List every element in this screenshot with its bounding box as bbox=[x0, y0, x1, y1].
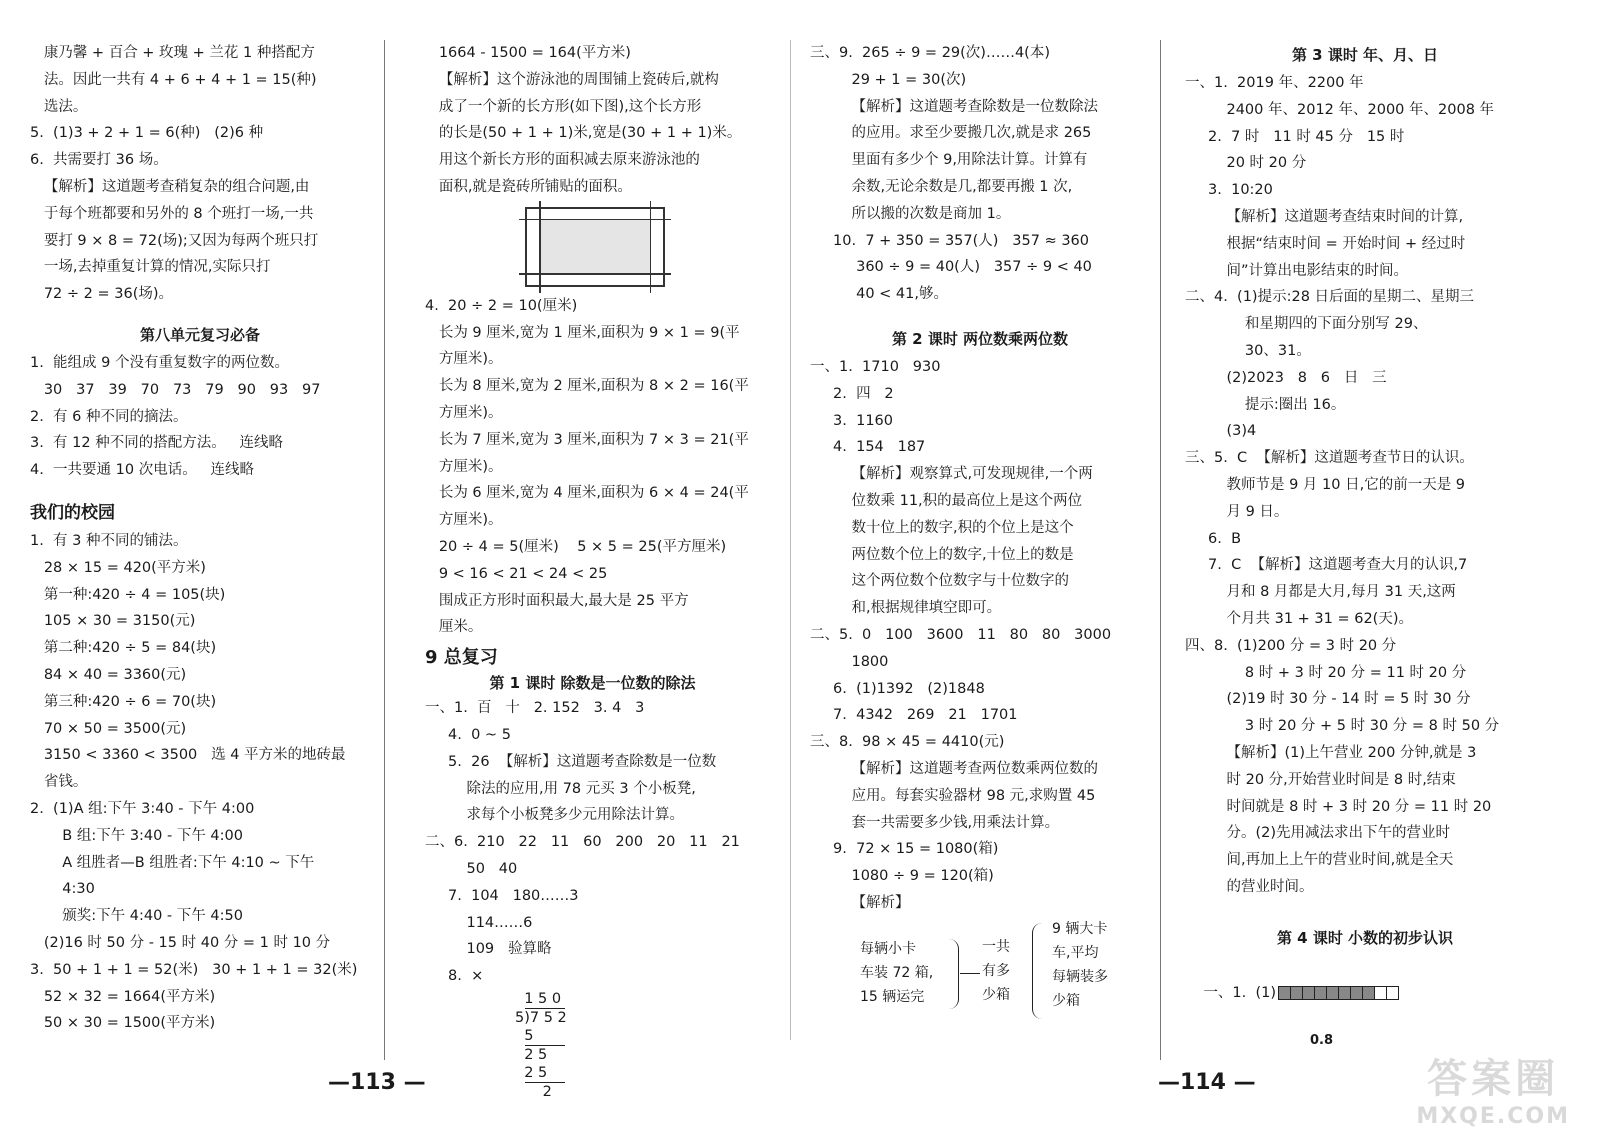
text-line: (3)4 bbox=[1185, 423, 1257, 440]
text-line: 于每个班都要和另外的 8 个班打一场,一共 bbox=[30, 205, 314, 222]
text-line: 和星期四的下面分别写 29、 bbox=[1185, 316, 1428, 333]
text-line: 长为 8 厘米,宽为 2 厘米,面积为 8 × 2 = 16(平 bbox=[425, 378, 749, 395]
decimal-strip bbox=[1278, 986, 1398, 1000]
text-line: 9 < 16 < 21 < 24 < 25 bbox=[425, 565, 608, 582]
text-line: 1080 ÷ 9 = 120(箱) bbox=[810, 868, 994, 885]
division-row: 2 5 bbox=[515, 1064, 548, 1081]
text-line: 长为 9 厘米,宽为 1 厘米,面积为 9 × 1 = 9(平 bbox=[425, 324, 740, 341]
text-line: 【解析】这道题考查除数是一位数除法 bbox=[810, 98, 1098, 115]
text-line: 30、31。 bbox=[1185, 342, 1311, 359]
text-line: 105 × 30 = 3150(元) bbox=[30, 613, 196, 630]
text-line: 20 时 20 分 bbox=[1185, 155, 1307, 172]
col3-block-a bbox=[810, 40, 1150, 308]
text-line: 方厘米)。 bbox=[425, 404, 503, 421]
pool-diagram bbox=[525, 207, 665, 287]
text-line: 2. 四 2 bbox=[810, 385, 894, 402]
text-line: 月 9 日。 bbox=[1185, 503, 1289, 520]
text-line: 余数,无论余数是几,都要再搬 1 次, bbox=[810, 178, 1073, 195]
text-line: 【解析】这道题考查稍复杂的组合问题,由 bbox=[30, 178, 310, 195]
text-line: 1800 bbox=[810, 653, 889, 670]
text-line: 2. 有 6 种不同的摘法。 bbox=[30, 408, 188, 425]
diagram-left: 每辆小卡 车装 72 箱, 15 辆运完 bbox=[860, 940, 934, 1005]
col2-block-a bbox=[425, 40, 760, 201]
division-row: 2 5 bbox=[515, 1046, 548, 1063]
text-line: 72 ÷ 2 = 36(场)。 bbox=[30, 286, 174, 303]
text-line: (2)2023 8 6 日 三 bbox=[1185, 369, 1387, 386]
section-heading: 第八单元复习必备 bbox=[139, 325, 260, 344]
column-divider bbox=[1160, 40, 1161, 1060]
text-line: 29 + 1 = 30(次) bbox=[810, 71, 967, 88]
col1-block-a bbox=[30, 40, 370, 308]
text-line: 8 时 + 3 时 20 分 = 11 时 20 分 bbox=[1185, 664, 1467, 681]
text-line: 一、1. 2019 年、2200 年 bbox=[1185, 75, 1364, 91]
text-line: 省钱。 bbox=[30, 774, 88, 791]
text-line: 一、1. 1710 930 bbox=[810, 358, 941, 375]
text-line: 月和 8 月都是大月,每月 31 天,这两 bbox=[1185, 584, 1456, 601]
text-line: 求每个小板凳多少元用除法计算。 bbox=[425, 807, 684, 824]
text-line: 8. × bbox=[425, 968, 484, 985]
text-line: 三、8. 98 × 45 = 4410(元) bbox=[810, 734, 1005, 751]
text-line: 方厘米)。 bbox=[425, 512, 503, 529]
text-line: 114……6 bbox=[425, 914, 533, 931]
text-line: 三、5. C 【解析】这道题考查节日的认识。 bbox=[1185, 450, 1474, 467]
analysis-diagram bbox=[810, 917, 1150, 1027]
text-line: 里面有多少个 9,用除法计算。计算有 bbox=[810, 152, 1088, 169]
text-line: 围成正方形时面积最大,最大是 25 平方 bbox=[425, 592, 689, 609]
text-line: 长为 7 厘米,宽为 3 厘米,面积为 7 × 3 = 21(平 bbox=[425, 431, 749, 448]
text-line: 第一种:420 ÷ 4 = 105(块) bbox=[30, 586, 226, 603]
text-line: 和,根据规律填空即可。 bbox=[810, 600, 1002, 617]
column-1 bbox=[30, 40, 370, 1037]
text-line: 2. (1)A 组:下午 3:40 - 下午 4:00 bbox=[30, 800, 255, 817]
text-line: 这个两位数个位数字与十位数字的 bbox=[810, 573, 1069, 590]
text-line: 3 时 20 分 + 5 时 30 分 = 8 时 50 分 bbox=[1185, 718, 1500, 735]
text-line: 109 验算略 bbox=[425, 941, 552, 958]
column-2 bbox=[425, 40, 760, 1101]
arrow bbox=[960, 973, 980, 975]
text-line: 1. 有 3 种不同的铺法。 bbox=[30, 532, 188, 549]
division-row: 1 5 0 bbox=[515, 990, 562, 1007]
page-number-right: —114 — bbox=[1158, 1070, 1256, 1095]
text-line: 个月共 31 + 31 = 62(天)。 bbox=[1185, 610, 1413, 627]
text-line: 一场,去掉重复计算的情况,实际只打 bbox=[30, 259, 271, 276]
long-division bbox=[515, 990, 575, 1101]
text-line: 位数乘 11,积的最高位上是这个两位 bbox=[810, 492, 1083, 509]
text-line: 四、8. (1)200 分 = 3 时 20 分 bbox=[1185, 637, 1397, 654]
text-line: 两位数个位上的数字,十位上的数是 bbox=[810, 546, 1074, 563]
text-line: 7. 4342 269 21 1701 bbox=[810, 707, 1018, 724]
text-line: 套一共需要多少钱,用乘法计算。 bbox=[810, 814, 1060, 831]
text-line: 52 × 32 = 1664(平方米) bbox=[30, 988, 216, 1005]
lesson-heading: 第 2 课时 两位数乘两位数 bbox=[891, 329, 1069, 348]
text-line: 数十位上的数字,积的个位上是这个 bbox=[810, 519, 1074, 536]
text-line: 28 × 15 = 420(平方米) bbox=[30, 559, 206, 576]
text-line: 三、9. 265 ÷ 9 = 29(次)……4(本) bbox=[810, 45, 1050, 61]
text-line: 一、1. 百 十 2. 152 3. 4 3 bbox=[425, 700, 645, 717]
text-line: 5. (1)3 + 2 + 1 = 6(种) (2)6 种 bbox=[30, 125, 264, 142]
text-line: 除法的应用,用 78 元买 3 个小板凳, bbox=[425, 780, 696, 797]
text-line: 9. 72 × 15 = 1080(箱) bbox=[810, 841, 999, 858]
text-line: 3. 1160 bbox=[810, 412, 893, 429]
text-line: 应用。每套实验器材 98 元,求购置 45 bbox=[810, 787, 1096, 804]
text-line: 3150 < 3360 < 3500 选 4 平方米的地砖最 bbox=[30, 747, 346, 764]
text-line: 5. 26 【解析】这道题考查除数是一位数 bbox=[425, 753, 717, 770]
text-line: 360 ÷ 9 = 40(人) 357 ÷ 9 < 40 bbox=[810, 259, 1092, 276]
lesson-heading: 第 3 课时 年、月、日 bbox=[1291, 46, 1439, 64]
text-line: 厘米。 bbox=[425, 619, 483, 636]
diagram-middle: 一共 有多 少箱 bbox=[982, 938, 1010, 1003]
text-line: 要打 9 × 8 = 72(场);又因为每两个班只打 bbox=[30, 232, 319, 249]
chapter-heading: 9 总复习 bbox=[425, 647, 498, 669]
text-line: A 组胜者—B 组胜者:下午 4:10 ~ 下午 bbox=[30, 854, 315, 871]
text-line: 1. 能组成 9 个没有重复数字的两位数。 bbox=[30, 354, 289, 371]
text-line: 第二种:420 ÷ 5 = 84(块) bbox=[30, 640, 217, 657]
text-line: 3. 50 + 1 + 1 = 52(米) 30 + 1 + 1 = 32(米) bbox=[30, 961, 358, 978]
text-line: 方厘米)。 bbox=[425, 458, 503, 475]
text-line: 的长是(50 + 1 + 1)米,宽是(30 + 1 + 1)米。 bbox=[425, 125, 742, 142]
text-line: 70 × 50 = 3500(元) bbox=[30, 720, 187, 737]
text-line: 二、6. 210 22 11 60 200 20 11 21 bbox=[425, 834, 740, 851]
page-divider bbox=[790, 40, 791, 1040]
text-line: 1664 - 1500 = 164(平方米) bbox=[425, 45, 631, 61]
text-line: 4. 一共要通 10 次电话。 连线略 bbox=[30, 462, 255, 479]
diagram-right: 9 辆大卡 车,平均 每辆装多 少箱 bbox=[1052, 920, 1108, 1009]
text-line: 3. 10:20 bbox=[1185, 182, 1273, 199]
col2-block-b bbox=[425, 293, 760, 641]
col4-block-a bbox=[1185, 70, 1545, 901]
text-line: 6. 共需要打 36 场。 bbox=[30, 152, 168, 169]
text-line: 4:30 bbox=[30, 881, 95, 898]
text-line: B 组:下午 3:40 - 下午 4:00 bbox=[30, 827, 243, 844]
text-line: 6. B bbox=[1185, 530, 1242, 547]
text-line: 40 < 41,够。 bbox=[810, 286, 948, 303]
text-line: 4. 0 ~ 5 bbox=[425, 726, 511, 743]
text-line: 50 × 30 = 1500(平方米) bbox=[30, 1015, 216, 1032]
text-line: 法。因此一共有 4 + 6 + 4 + 1 = 15(种) bbox=[30, 71, 317, 88]
text-line: 第三种:420 ÷ 6 = 70(块) bbox=[30, 693, 217, 710]
page-number-left: —113 — bbox=[328, 1070, 426, 1095]
col2-block-c bbox=[425, 695, 760, 990]
text-line: 长为 6 厘米,宽为 4 厘米,面积为 6 × 4 = 24(平 bbox=[425, 485, 749, 502]
column-divider bbox=[384, 40, 385, 1060]
text-line: 的营业时间。 bbox=[1185, 878, 1314, 895]
text-line: 4. 154 187 bbox=[810, 439, 926, 456]
text-line: 2. 7 时 11 时 45 分 15 时 bbox=[1185, 128, 1405, 145]
lesson-heading: 第 4 课时 小数的初步认识 bbox=[1276, 928, 1454, 947]
text-line: (2)19 时 30 分 - 14 时 = 5 时 30 分 bbox=[1185, 691, 1471, 708]
text-line: 【解析】 bbox=[810, 894, 910, 911]
text-line: 4. 20 ÷ 2 = 10(厘米) bbox=[425, 297, 578, 314]
watermark-logo bbox=[1416, 1047, 1570, 1129]
text-line: 成了一个新的长方形(如下图),这个长方形 bbox=[425, 98, 702, 115]
text-line: 【解析】这道题考查结束时间的计算, bbox=[1185, 208, 1464, 225]
text-line: 提示:圈出 16。 bbox=[1185, 396, 1346, 413]
col1-block-b bbox=[30, 350, 370, 484]
text-line: 康乃馨 + 百合 + 玫瑰 + 兰花 1 种搭配方 bbox=[30, 45, 315, 61]
brace bbox=[948, 939, 959, 1009]
text-line: 方厘米)。 bbox=[425, 351, 503, 368]
text-line: 二、4. (1)提示:28 日后面的星期二、星期三 bbox=[1185, 289, 1475, 306]
text-line: 【解析】这道题考查两位数乘两位数的 bbox=[810, 760, 1098, 777]
text-line: (2)16 时 50 分 - 15 时 40 分 = 1 时 10 分 bbox=[30, 934, 331, 951]
text-line: 7. 104 180……3 bbox=[425, 887, 579, 904]
text-line: 【解析】这个游泳池的周围铺上瓷砖后,就构 bbox=[425, 71, 719, 88]
text-line: 的应用。求至少要搬几次,就是求 265 bbox=[810, 125, 1092, 142]
lesson-heading: 第 1 课时 除数是一位数的除法 bbox=[489, 674, 696, 693]
text-line: 分。(2)先用减法求出下午的营业时 bbox=[1185, 825, 1451, 842]
section-heading: 我们的校园 bbox=[30, 502, 115, 523]
text-line: 根据“结束时间 = 开始时间 + 经过时 bbox=[1185, 235, 1466, 252]
column-3 bbox=[810, 40, 1150, 1027]
decimal-cell bbox=[1386, 986, 1399, 1000]
text-line: 间,再加上上午的营业时间,就是全天 bbox=[1185, 852, 1454, 869]
text-line: 84 × 40 = 3360(元) bbox=[30, 666, 187, 683]
text-line: 间”计算出电影结束的时间。 bbox=[1185, 262, 1408, 279]
text-line: 30 37 39 70 73 79 90 93 97 bbox=[30, 381, 321, 398]
text-line: 10. 7 + 350 = 357(人) 357 ≈ 360 bbox=[810, 232, 1089, 249]
col3-block-b bbox=[810, 354, 1150, 917]
division-row: 5)7 5 2 bbox=[515, 1009, 567, 1026]
brace bbox=[1032, 923, 1043, 1019]
watermark-text: 答案圈 bbox=[1427, 1056, 1560, 1102]
text-line: 7. C 【解析】这道题考查大月的认识,7 bbox=[1185, 557, 1468, 574]
text-line: 所以搬的次数是商加 1。 bbox=[810, 205, 1011, 222]
watermark-url: MXQE.COM bbox=[1416, 1104, 1570, 1129]
text-line: 颁奖:下午 4:40 - 下午 4:50 bbox=[30, 908, 243, 925]
text-line: 用这个新长方形的面积减去原来游泳池的 bbox=[425, 152, 700, 169]
decimal-label: 0.8 bbox=[1310, 1033, 1334, 1049]
text-line: 面积,就是瓷砖所铺贴的面积。 bbox=[425, 178, 632, 195]
col1-block-c bbox=[30, 528, 370, 1037]
text-line: 二、5. 0 100 3600 11 80 80 3000 bbox=[810, 626, 1112, 643]
decimal-question bbox=[1185, 953, 1545, 1033]
question-number: 一、1. (1) bbox=[1203, 984, 1277, 1001]
text-line: 6. (1)1392 (2)1848 bbox=[810, 680, 985, 697]
text-line: 【解析】观察算式,可发现规律,一个两 bbox=[810, 466, 1093, 483]
text-line: 时间就是 8 时 + 3 时 20 分 = 11 时 20 bbox=[1185, 798, 1492, 815]
text-line: 50 40 bbox=[425, 860, 518, 877]
division-row: 5 bbox=[515, 1027, 534, 1044]
text-line: 选法。 bbox=[30, 98, 88, 115]
text-line: 时 20 分,开始营业时间是 8 时,结束 bbox=[1185, 771, 1456, 788]
text-line: 【解析】(1)上午营业 200 分钟,就是 3 bbox=[1185, 744, 1477, 761]
text-line: 2400 年、2012 年、2000 年、2008 年 bbox=[1185, 101, 1495, 118]
column-4 bbox=[1185, 40, 1545, 1049]
text-line: 教师节是 9 月 10 日,它的前一天是 9 bbox=[1185, 476, 1466, 493]
text-line: 3. 有 12 种不同的搭配方法。 连线略 bbox=[30, 435, 284, 452]
division-row: 2 bbox=[515, 1083, 552, 1100]
text-line: 20 ÷ 4 = 5(厘米) 5 × 5 = 25(平方厘米) bbox=[425, 538, 727, 555]
